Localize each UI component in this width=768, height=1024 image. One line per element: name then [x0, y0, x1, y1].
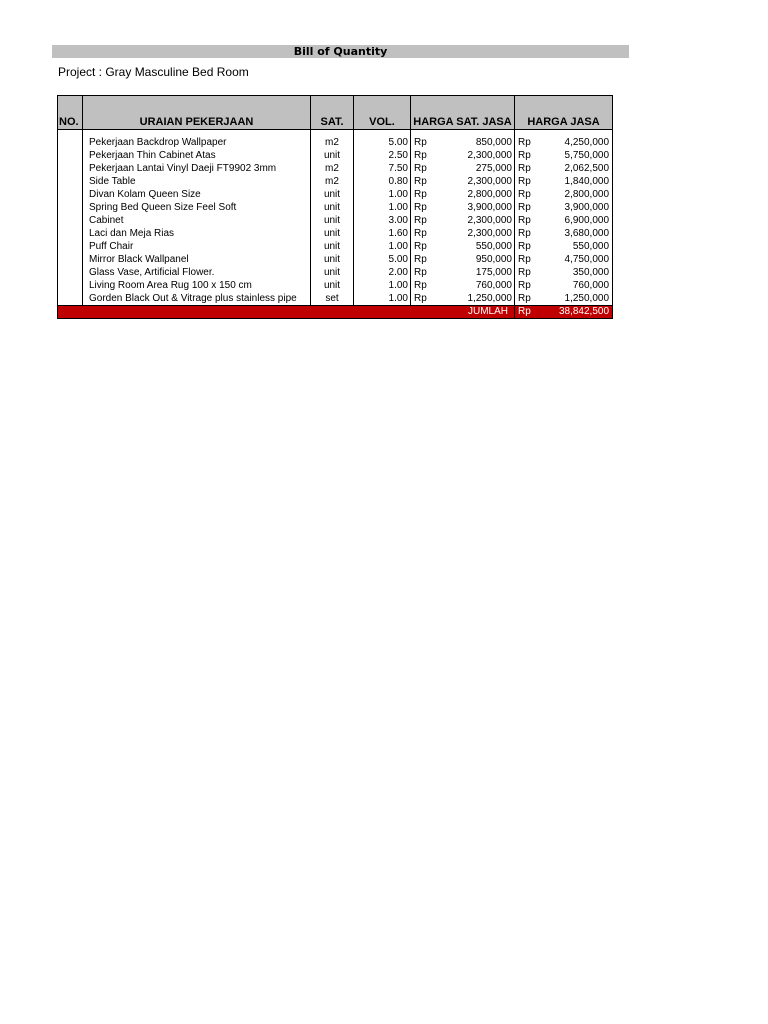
table-row [58, 214, 613, 227]
row-unit-price-currency: Rp [414, 188, 427, 200]
row-unit-price: 3,900,000 [433, 201, 515, 214]
row-no-cell [58, 149, 83, 162]
row-unit-price-currency: Rp [414, 149, 427, 161]
row-description: Side Table [83, 175, 311, 188]
row-volume: 2.00 [354, 266, 411, 279]
row-total-currency: Rp [518, 279, 531, 291]
row-unit-price-currency: Rp [414, 201, 427, 213]
document-title: Bill of Quantity [52, 45, 629, 58]
header-unit-price [411, 96, 515, 130]
row-volume: 1.00 [354, 201, 411, 214]
row-total-currency: Rp [518, 214, 531, 226]
row-no-cell [58, 136, 83, 149]
row-no-cell [58, 292, 83, 306]
row-volume: 1.00 [354, 240, 411, 253]
row-description: Living Room Area Rug 100 x 150 cm [83, 279, 311, 292]
row-total-currency: Rp [518, 292, 531, 304]
row-unit: unit [311, 240, 354, 253]
row-total: 550,000 [539, 240, 613, 253]
table-row [58, 240, 613, 253]
row-total-currency: Rp [518, 149, 531, 161]
row-unit: m2 [311, 162, 354, 175]
row-unit-price: 2,300,000 [433, 227, 515, 240]
row-description: Puff Chair [83, 240, 311, 253]
header-no: NO. [58, 96, 83, 130]
row-unit-price: 2,300,000 [433, 175, 515, 188]
row-total: 5,750,000 [539, 149, 613, 162]
row-no-cell [58, 227, 83, 240]
row-volume: 2.50 [354, 149, 411, 162]
row-unit: unit [311, 214, 354, 227]
row-no-cell [58, 253, 83, 266]
row-unit-price: 275,000 [433, 162, 515, 175]
row-unit-price: 2,300,000 [433, 149, 515, 162]
row-description: Pekerjaan Backdrop Wallpaper [83, 136, 311, 149]
total-row [58, 306, 613, 319]
row-unit-price-currency: Rp [414, 292, 427, 304]
row-description: Glass Vase, Artificial Flower. [83, 266, 311, 279]
row-description: Cabinet [83, 214, 311, 227]
row-unit: unit [311, 227, 354, 240]
header-description: URAIAN PEKERJAAN [83, 96, 311, 130]
row-description: Laci dan Meja Rias [83, 227, 311, 240]
row-volume: 5.00 [354, 253, 411, 266]
row-description: Gorden Black Out & Vitrage plus stainless pipe [83, 292, 311, 306]
row-unit: unit [311, 149, 354, 162]
row-unit-price-currency: Rp [414, 214, 427, 226]
row-description: Mirror Black Wallpanel [83, 253, 311, 266]
table-row [58, 162, 613, 175]
row-total-currency: Rp [518, 253, 531, 265]
row-volume: 1.00 [354, 279, 411, 292]
row-unit: unit [311, 266, 354, 279]
row-unit: m2 [311, 136, 354, 149]
row-no-cell [58, 279, 83, 292]
table-row [58, 188, 613, 201]
row-unit-price: 2,800,000 [433, 188, 515, 201]
header-unit-price-label: HARGA SAT. JASA [413, 116, 512, 128]
row-total: 2,062,500 [539, 162, 613, 175]
row-no-cell [58, 240, 83, 253]
row-unit: m2 [311, 175, 354, 188]
header-total-price: HARGA JASA [515, 96, 613, 130]
table-row [58, 292, 613, 306]
row-unit-price-currency: Rp [414, 162, 427, 174]
row-total-currency: Rp [518, 175, 531, 187]
row-unit-price-currency: Rp [414, 253, 427, 265]
row-total: 3,680,000 [539, 227, 613, 240]
row-unit: unit [311, 188, 354, 201]
row-volume: 0.80 [354, 175, 411, 188]
row-no-cell [58, 214, 83, 227]
table-body [58, 130, 613, 306]
row-unit-price: 950,000 [433, 253, 515, 266]
table-row [58, 149, 613, 162]
row-volume: 7.50 [354, 162, 411, 175]
row-total: 2,800,000 [539, 188, 613, 201]
row-total: 6,900,000 [539, 214, 613, 227]
row-volume: 1.60 [354, 227, 411, 240]
table-row [58, 201, 613, 214]
row-total: 1,840,000 [539, 175, 613, 188]
row-description: Divan Kolam Queen Size [83, 188, 311, 201]
row-unit-price-currency: Rp [414, 266, 427, 278]
row-volume: 1.00 [354, 188, 411, 201]
header-unit: SAT. [311, 96, 354, 130]
row-no-cell [58, 201, 83, 214]
row-total-currency: Rp [518, 188, 531, 200]
row-unit-price: 760,000 [433, 279, 515, 292]
row-unit-price: 1,250,000 [433, 292, 515, 306]
table-row [58, 175, 613, 188]
row-unit: unit [311, 201, 354, 214]
row-unit-price-currency: Rp [414, 136, 427, 148]
table-row [58, 279, 613, 292]
header-volume: VOL. [354, 96, 411, 130]
table-row [58, 227, 613, 240]
row-total: 1,250,000 [539, 292, 613, 306]
row-unit-price-currency: Rp [414, 240, 427, 252]
total-currency: Rp [515, 306, 539, 319]
table-row [58, 266, 613, 279]
row-volume: 1.00 [354, 292, 411, 306]
row-volume: 5.00 [354, 136, 411, 149]
row-total: 760,000 [539, 279, 613, 292]
row-unit: set [311, 292, 354, 306]
table-row [58, 253, 613, 266]
row-unit-price-currency: Rp [414, 227, 427, 239]
row-total-currency: Rp [518, 136, 531, 148]
row-description: Pekerjaan Lantai Vinyl Daeji FT9902 3mm [83, 162, 311, 175]
project-name: Project : Gray Masculine Bed Room [58, 65, 249, 79]
total-label: JUMLAH [58, 306, 515, 319]
row-unit-price: 550,000 [433, 240, 515, 253]
row-unit-price: 175,000 [433, 266, 515, 279]
row-total-currency: Rp [518, 227, 531, 239]
row-total-currency: Rp [518, 162, 531, 174]
row-total-currency: Rp [518, 266, 531, 278]
table-header-row [58, 96, 613, 130]
row-total-currency: Rp [518, 240, 531, 252]
row-unit-price: 2,300,000 [433, 214, 515, 227]
row-total-currency: Rp [518, 201, 531, 213]
row-total: 4,250,000 [539, 136, 613, 149]
table-row [58, 136, 613, 149]
row-no-cell [58, 188, 83, 201]
row-no-cell [58, 162, 83, 175]
row-unit-price: 850,000 [433, 136, 515, 149]
row-no-cell [58, 266, 83, 279]
bill-of-quantity-table [57, 95, 613, 319]
row-description: Pekerjaan Thin Cabinet Atas [83, 149, 311, 162]
total-amount: 38,842,500 [539, 306, 613, 319]
row-total: 4,750,000 [539, 253, 613, 266]
row-no-cell [58, 175, 83, 188]
row-unit-price-currency: Rp [414, 279, 427, 291]
row-unit: unit [311, 279, 354, 292]
row-unit-price-currency: Rp [414, 175, 427, 187]
row-volume: 3.00 [354, 214, 411, 227]
row-total: 3,900,000 [539, 201, 613, 214]
row-total: 350,000 [539, 266, 613, 279]
row-unit: unit [311, 253, 354, 266]
row-description: Spring Bed Queen Size Feel Soft [83, 201, 311, 214]
